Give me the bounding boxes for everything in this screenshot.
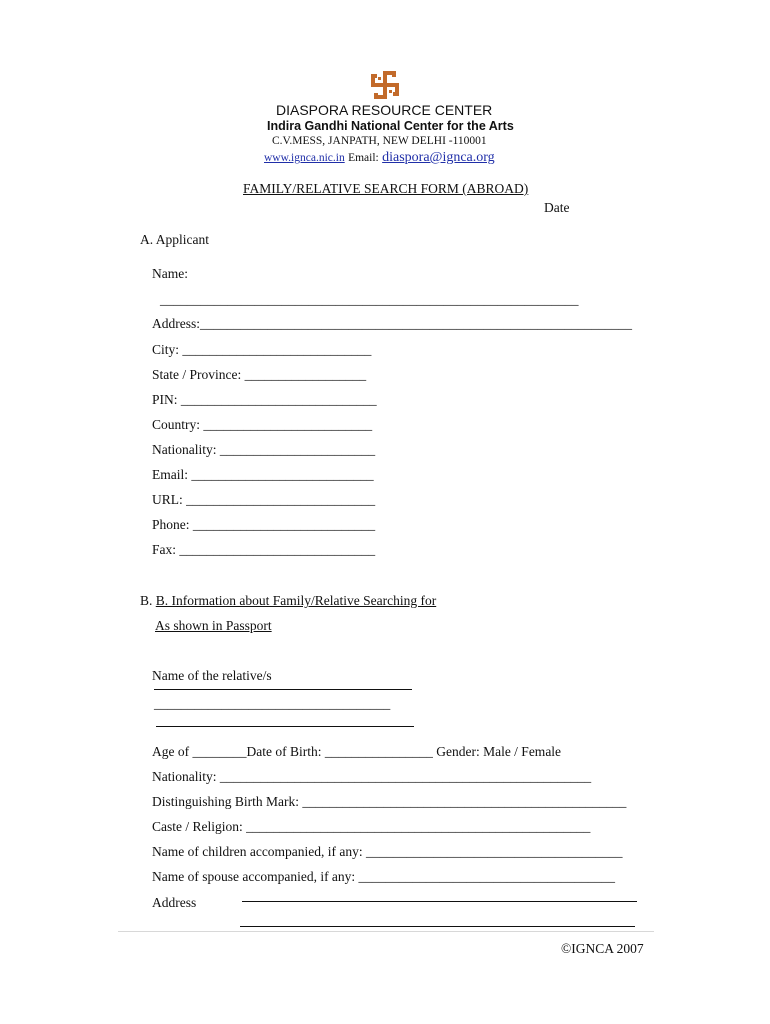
relative-nationality-field[interactable]: Nationality: _______________________________________________________ xyxy=(152,769,592,784)
pin-field[interactable]: PIN: _____________________________ xyxy=(152,392,377,407)
relative-address-label: Address xyxy=(152,895,197,910)
relative-name-label: Name of the relative/s xyxy=(152,668,272,683)
relative-address-line-1[interactable] xyxy=(242,901,637,902)
address-field[interactable]: Address:________________________________________________________________ xyxy=(152,316,632,331)
contact-line xyxy=(264,149,495,166)
ignca-logo-icon xyxy=(368,68,402,102)
org-name: DIASPORA RESOURCE CENTER xyxy=(276,102,493,118)
city-field[interactable]: City: ____________________________ xyxy=(152,342,372,357)
website-link[interactable]: www.ignca.nic.in xyxy=(264,152,345,164)
relative-name-line-2[interactable]: ___________________________________ xyxy=(154,696,391,711)
section-b-heading: B. B. Information about Family/Relative Searching for xyxy=(140,593,437,608)
date-label: Date xyxy=(544,200,570,215)
country-field[interactable]: Country: _________________________ xyxy=(152,417,373,432)
birth-mark-field[interactable]: Distinguishing Birth Mark: ________________________________________________ xyxy=(152,794,627,809)
age-dob-gender-row[interactable]: Age of ________Date of Birth: ________________ Gender: Male / Female xyxy=(152,744,562,759)
relative-name-line-1[interactable] xyxy=(154,689,412,690)
email-link[interactable]: diaspora@ignca.org xyxy=(382,150,495,165)
copyright: ©IGNCA 2007 xyxy=(561,941,644,956)
fax-field[interactable]: Fax: _____________________________ xyxy=(152,542,376,557)
phone-field[interactable]: Phone: ___________________________ xyxy=(152,517,376,532)
caste-religion-field[interactable]: Caste / Religion: ___________________________________________________ xyxy=(152,819,591,834)
state-field[interactable]: State / Province: __________________ xyxy=(152,367,367,382)
name-label: Name: xyxy=(152,266,188,281)
name-field[interactable]: ______________________________________________________________ xyxy=(160,292,579,307)
form-title: FAMILY/RELATIVE SEARCH FORM (ABROAD) xyxy=(243,181,529,196)
email-field[interactable]: Email: ___________________________ xyxy=(152,467,374,482)
spouse-accompanied-field[interactable]: Name of spouse accompanied, if any: ______________________________________ xyxy=(152,869,616,884)
section-b-subheading: As shown in Passport xyxy=(155,618,272,633)
relative-name-line-3[interactable] xyxy=(156,726,414,727)
footer-divider xyxy=(118,931,654,932)
section-a-heading: A. Applicant xyxy=(140,232,209,247)
nationality-field[interactable]: Nationality: _______________________ xyxy=(152,442,376,457)
url-field[interactable]: URL: ____________________________ xyxy=(152,492,376,507)
institution-address: C.V.MESS, JANPATH, NEW DELHI -110001 xyxy=(272,135,487,147)
institution-name: Indira Gandhi National Center for the Arts xyxy=(267,119,514,133)
children-accompanied-field[interactable]: Name of children accompanied, if any: ______________________________________ xyxy=(152,844,623,859)
email-label: Email: xyxy=(348,152,379,164)
relative-address-line-2[interactable] xyxy=(240,926,635,927)
